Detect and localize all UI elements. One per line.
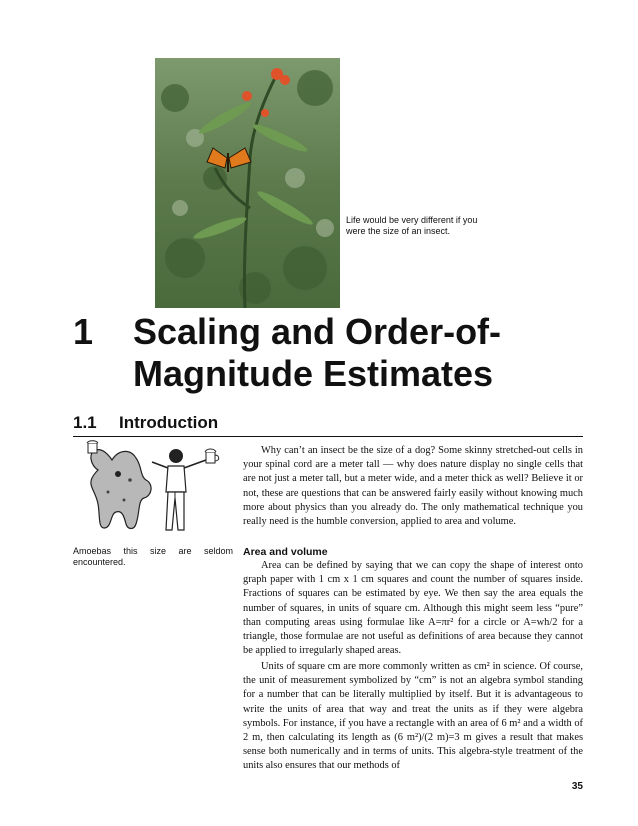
chapter-number: 1 bbox=[73, 311, 94, 352]
area-paragraph-1: Area can be defined by saying that we can copy the shape of interest onto graph paper with 1 cm x 1 cm squares and count the number of squares inside. Fractions of squares can be estimated by eye. We then say the area equals the number of squares, in units of square cm. Although this might seem less “pure” than computing areas using formulae like A=πr² for a circle or A=wh/2 for a triangle, those formulae are not useful as definitions of area because they cannot be applied to irregularly shaped areas. bbox=[243, 560, 583, 657]
butterfly-photo-image bbox=[155, 58, 340, 308]
cartoon-caption: Amoebas this size are seldom encountered. bbox=[73, 546, 233, 567]
intro-text bbox=[243, 444, 583, 529]
amoeba-cartoon-drawing bbox=[80, 440, 230, 535]
subsection-heading: Area and volume bbox=[243, 546, 328, 558]
area-paragraph-2: Units of square cm are more commonly written as cm² in science. Of course, the unit of measurement symbolized by “cm” is not an algebra symbol standing for a number that can be literally multiplied by itself. But it is advantageous to write the units of area that way and treat the units as if they were algebra symbols. For instance, if you have a rectangle with an area of 6 m² and a width of 2 m, then calculating its length as (6 m²)/(2 m)=3 m gives a result that makes sense both numerically and in terms of units. This algebra-style treatment of the units also ensures that our methods of bbox=[243, 661, 583, 772]
photo-caption: Life would be very different if you were the size of an insect. bbox=[346, 215, 478, 236]
chapter-title: Scaling and Order-of-Magnitude Estimates bbox=[133, 311, 502, 394]
page-number: 35 bbox=[571, 781, 583, 792]
area-text-2 bbox=[243, 660, 583, 774]
area-text-1 bbox=[243, 559, 583, 658]
section-heading bbox=[73, 412, 583, 437]
intro-paragraph: Why can’t an insect be the size of a dog? Some skinny stretched-out cells in your spinal cord are a meter tall — why does nature display no single cells that are not just a meter tall, but a meter wide, and a meter thick as well? Believe it or not, these are questions that can be answered fairly easily without knowing much more about physics than you already do. The only mathematical technique you really need is the humble conversion, applied to area and volume. bbox=[243, 445, 583, 528]
section-number: 1.1 bbox=[73, 413, 97, 432]
section-title: Introduction bbox=[119, 413, 219, 432]
butterfly-photo bbox=[155, 58, 340, 308]
amoeba-cartoon bbox=[80, 440, 230, 535]
